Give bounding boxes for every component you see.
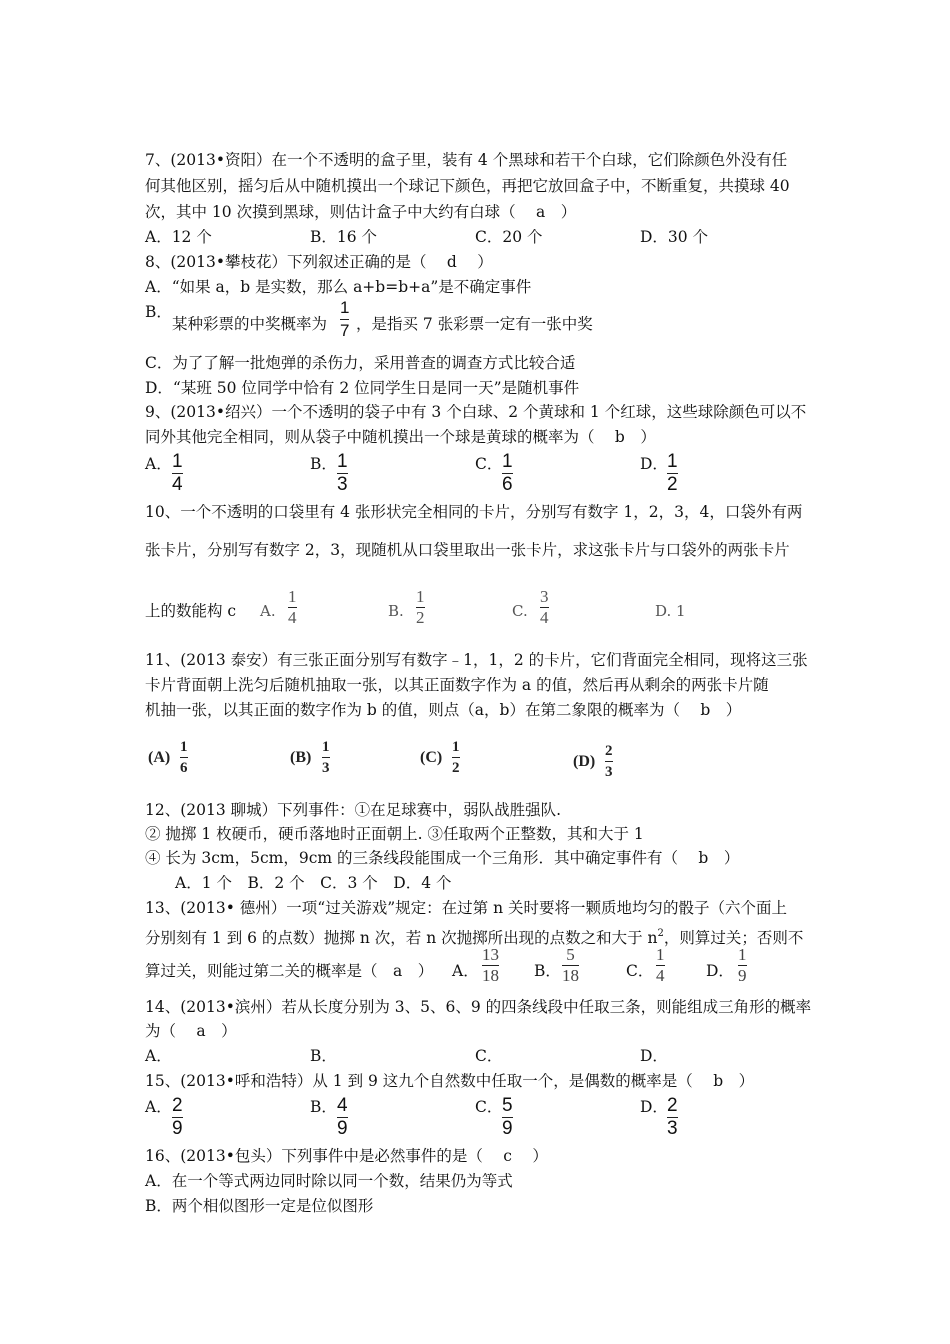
q11-option-c-fraction	[452, 738, 460, 777]
q14-line-2: 为（ a ）	[145, 1022, 237, 1040]
q13-option-d-fraction	[738, 946, 747, 985]
q13-line-2	[145, 924, 803, 948]
q9-option-d-label: D．	[640, 455, 668, 473]
q10-line-2: 张卡片，分别写有数字 2，3，现随机从口袋里取出一张卡片，求这张卡片与口袋外的两张卡片	[145, 541, 790, 559]
q11-option-d-fraction	[605, 742, 613, 781]
fraction-bar	[340, 319, 349, 320]
q8-fraction	[340, 298, 349, 341]
q9-option-a-label: A．	[145, 455, 172, 473]
q11-line-2: 卡片背面朝上洗匀后随机抽取一张，以其正面数字作为 a 的值，然后再从剩余的两张卡片随	[145, 676, 769, 694]
denominator: 3	[605, 764, 613, 780]
q13-option-c-label: C．	[626, 962, 654, 980]
fraction-bar	[180, 757, 188, 758]
numerator: 1	[180, 739, 188, 755]
q8-option-b-text: 某种彩票的中奖概率为	[172, 315, 328, 333]
denominator: 4	[656, 966, 665, 985]
numerator: 5	[502, 1095, 513, 1116]
q13-exponent: 2	[657, 928, 664, 939]
q13-option-a-fraction	[482, 946, 499, 985]
q15-line-1: 15、(2013•呼和浩特）从 1 到 9 这九个自然数中任取一个，是偶数的概率是（ b ）	[145, 1072, 755, 1090]
q7-line-3: 次，其中 10 次摸到黑球，则估计盒子中大约有白球（ a ）	[145, 203, 577, 221]
numerator: 2	[667, 1095, 678, 1116]
q9-line-2: 同外其他完全相同，则从袋子中随机摸出一个球是黄球的概率为（ b ）	[145, 428, 656, 446]
q13-line-2-text: 分别刻有 1 到 6 的点数）抛掷 n 次，若 n 次抛掷所出现的点数之和大于 n	[145, 929, 658, 947]
denominator: 4	[172, 474, 183, 495]
q10-option-b-fraction	[416, 588, 425, 627]
numerator: 2	[605, 743, 613, 759]
q15-option-d-fraction	[667, 1096, 678, 1139]
q8-fraction-numerator: 1	[340, 298, 350, 317]
numerator: 1	[322, 739, 330, 755]
denominator: 2	[416, 608, 425, 627]
q13-option-c-fraction	[656, 946, 665, 985]
fraction-bar	[452, 757, 460, 758]
numerator: 2	[172, 1095, 183, 1116]
q12-line-1: 12、(2013 聊城）下列事件：①在足球赛中，弱队战胜强队.	[145, 801, 562, 819]
denominator: 3	[322, 760, 330, 776]
denominator: 3	[667, 1118, 678, 1139]
denominator: 6	[180, 760, 188, 776]
q14-line-1: 14、(2013•滨州）若从长度分别为 3、5、6、9 的四条线段中任取三条，则能组成三角形的概率	[145, 998, 812, 1016]
q15-option-c-fraction	[502, 1096, 513, 1139]
denominator: 3	[337, 474, 348, 495]
q11-option-b-fraction	[322, 738, 330, 777]
q11-line-1: 11、(2013 泰安）有三张正面分别写有数字﹣1，1，2 的卡片，它们背面完全相同，现将这三张	[145, 651, 808, 669]
q15-option-a-label: A．	[145, 1098, 172, 1116]
denominator: 18	[562, 966, 579, 985]
q16-line-1: 16、(2013•包头）下列事件中是必然事件的是（ c ）	[145, 1147, 548, 1165]
numerator: 1	[337, 451, 348, 472]
q7-option-a: A．12 个	[145, 228, 212, 246]
q15-option-b-fraction	[337, 1096, 348, 1139]
q13-option-d-label: D．	[706, 962, 734, 980]
q12-line-2: ② 抛掷 1 枚硬币，硬币落地时正面朝上. ③任取两个正整数，其和大于 1	[145, 825, 644, 843]
q9-option-b-fraction	[337, 452, 348, 495]
q13-line-3: 算过关，则能过第二关的概率是（ a ）	[145, 962, 434, 980]
q8-option-c: C．为了了解一批炮弹的杀伤力，采用普查的调查方式比较合适	[145, 354, 576, 372]
numerator: 1	[667, 451, 678, 472]
q13-line-2-text-post: ，则算过关；否则不	[663, 929, 804, 947]
q8-option-a: A．“如果 a，b 是实数，那么 a+b=b+a”是不确定事件	[145, 278, 532, 296]
q16-option-a: A．在一个等式两边同时除以同一个数，结果仍为等式	[145, 1172, 513, 1190]
q10-option-c-fraction	[540, 588, 549, 627]
numerator: 1	[502, 451, 513, 472]
q7-option-b: B．16 个	[310, 228, 378, 246]
denominator: 18	[482, 966, 499, 985]
q10-line-1: 10、一个不透明的口袋里有 4 张形状完全相同的卡片，分别写有数字 1，2，3，4，口袋外有两	[145, 503, 803, 521]
q11-option-c-label: (C)	[420, 749, 443, 766]
q15-option-d-label: D．	[640, 1098, 668, 1116]
q8-line-1: 8、(2013•攀枝花）下列叙述正确的是（ d ）	[145, 253, 493, 271]
denominator: 9	[502, 1118, 513, 1139]
q8-option-d: D．“某班 50 位同学中恰有 2 位同学生日是同一天”是随机事件	[145, 379, 580, 397]
numerator: 3	[540, 587, 549, 606]
q10-option-a-fraction	[288, 588, 297, 627]
numerator: 13	[482, 945, 499, 964]
q13-option-a-label: A．	[452, 962, 479, 980]
denominator: 9	[337, 1118, 348, 1139]
q10-option-b-label: B.	[388, 602, 404, 620]
numerator: 1	[452, 739, 460, 755]
q12-options: A．1 个 B．2 个 C．3 个 D．4 个	[175, 874, 452, 892]
numerator: 1	[416, 587, 425, 606]
q7-line-2: 何其他区别，摇匀后从中随机摸出一个球记下颜色，再把它放回盒子中，不断重复，共摸球 40	[145, 177, 790, 195]
q11-option-a-label: (A)	[148, 749, 171, 766]
q9-option-c-fraction	[502, 452, 513, 495]
q15-option-a-fraction	[172, 1096, 183, 1139]
numerator: 1	[172, 451, 183, 472]
q11-line-3: 机抽一张，以其正面的数字作为 b 的值，则点（a，b）在第二象限的概率为（ b ）	[145, 701, 742, 719]
q14-option-b: B．	[310, 1047, 337, 1065]
q7-option-c: C．20 个	[475, 228, 543, 246]
q16-option-b: B．两个相似图形一定是位似图形	[145, 1197, 374, 1215]
numerator: 5	[566, 945, 575, 964]
q11-option-a-fraction	[180, 738, 188, 777]
q9-line-1: 9、(2013•绍兴）一个不透明的袋子中有 3 个白球、2 个黄球和 1 个红球，这些球除颜色可以不	[145, 403, 807, 421]
q13-option-b-fraction	[562, 946, 579, 985]
q14-option-a: A．	[145, 1047, 172, 1065]
denominator: 4	[540, 608, 549, 627]
q9-option-a-fraction	[172, 452, 183, 495]
q13-line-1: 13、(2013• 德州）一项“过关游戏”规定：在过第 n 关时要将一颗质地均匀的骰子（六个面上	[145, 899, 787, 917]
numerator: 4	[337, 1095, 348, 1116]
q8-fraction-denominator: 7	[340, 321, 350, 340]
q8-option-b-text-post: ，是指买 7 张彩票一定有一张中奖	[356, 315, 593, 333]
numerator: 1	[656, 945, 665, 964]
q10-option-a-label: A.	[260, 602, 276, 620]
denominator: 2	[667, 474, 678, 495]
fraction-bar	[322, 757, 330, 758]
q10-line-3: 上的数能构 c	[145, 602, 237, 620]
q7-line-1: 7、(2013•资阳）在一个不透明的盒子里，装有 4 个黑球和若干个白球，它们除颜色外没有任	[145, 151, 788, 169]
q14-option-d: D．	[640, 1047, 668, 1065]
q14-option-c: C．	[475, 1047, 503, 1065]
q11-option-b-label: (B)	[290, 749, 312, 766]
q9-option-b-label: B．	[310, 455, 337, 473]
q12-line-3: ④ 长为 3cm，5cm，9cm 的三条线段能围成一个三角形．其中确定事件有（ b ）	[145, 849, 740, 867]
numerator: 1	[738, 945, 747, 964]
q8-option-b-label: B．	[145, 303, 172, 321]
q7-option-d: D．30 个	[640, 228, 709, 246]
q11-option-d-label: (D)	[573, 753, 596, 770]
denominator: 9	[738, 966, 747, 985]
q9-option-d-fraction	[667, 452, 678, 495]
q10-option-d: D. 1	[655, 602, 686, 620]
q13-option-b-label: B．	[534, 962, 561, 980]
denominator: 9	[172, 1118, 183, 1139]
q10-option-c-label: C.	[512, 602, 528, 620]
denominator: 2	[452, 760, 460, 776]
numerator: 1	[288, 587, 297, 606]
denominator: 6	[502, 474, 513, 495]
denominator: 4	[288, 608, 297, 627]
q9-option-c-label: C．	[475, 455, 503, 473]
q15-option-c-label: C．	[475, 1098, 503, 1116]
fraction-bar	[605, 761, 613, 762]
q15-option-b-label: B．	[310, 1098, 337, 1116]
